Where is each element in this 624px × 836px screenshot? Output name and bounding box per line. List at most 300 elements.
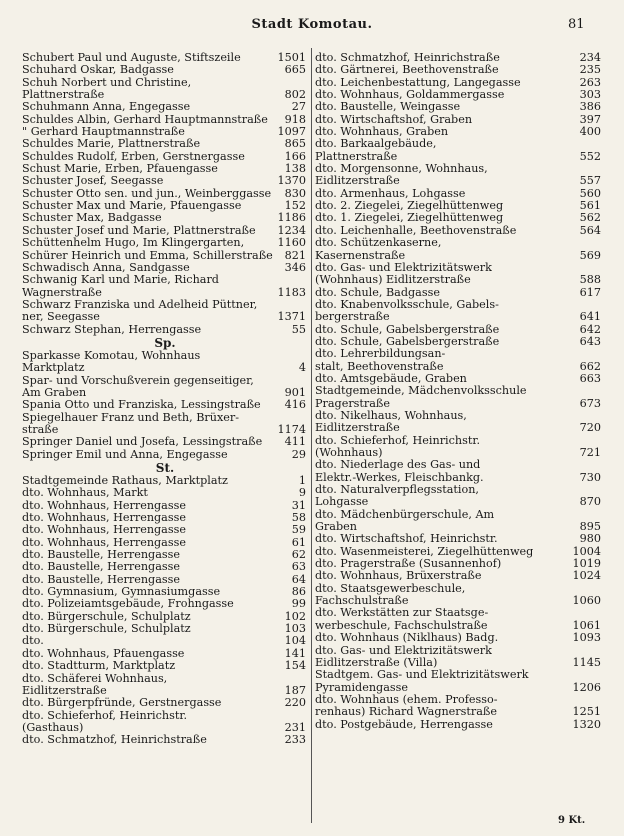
house-number: 31 bbox=[291, 498, 306, 512]
house-number: 870 bbox=[579, 495, 601, 509]
section-heading bbox=[22, 461, 308, 475]
directory-entry bbox=[315, 274, 603, 286]
house-number: 617 bbox=[579, 285, 601, 299]
directory-entry bbox=[315, 706, 603, 718]
house-number: 1061 bbox=[572, 618, 601, 632]
printer-signature: 9 Kt. bbox=[558, 815, 586, 826]
directory-entry bbox=[315, 188, 603, 200]
house-number: 665 bbox=[284, 63, 306, 77]
house-number: 1019 bbox=[572, 557, 601, 571]
house-number: 642 bbox=[579, 322, 601, 336]
entry-text: Schwadisch Anna, Sandgasse bbox=[22, 261, 190, 274]
directory-entry bbox=[22, 287, 308, 299]
entry-text: dto. Schule, Badgasse bbox=[315, 286, 440, 299]
directory-entry bbox=[22, 549, 308, 561]
house-number: 303 bbox=[579, 88, 601, 102]
directory-entry bbox=[315, 435, 603, 447]
entry-text: dto. Naturalverpflegsstation, bbox=[315, 484, 479, 497]
house-number: 154 bbox=[284, 659, 306, 673]
directory-entry bbox=[315, 459, 603, 471]
directory-entry bbox=[22, 138, 308, 150]
directory-entry bbox=[22, 660, 308, 672]
directory-entry bbox=[22, 375, 308, 387]
directory-entry bbox=[315, 336, 603, 348]
entry-text: dto. Schmatzhof, Heinrichstraße bbox=[22, 734, 207, 747]
house-number: 138 bbox=[284, 162, 306, 176]
directory-entry bbox=[315, 64, 603, 76]
house-number: 643 bbox=[579, 334, 601, 348]
directory-entry bbox=[315, 237, 603, 249]
entry-text: Schuhmann Anna, Engegasse bbox=[22, 101, 191, 114]
entry-text: dto. Wohnhaus, Brüxerstraße bbox=[315, 570, 482, 583]
directory-entry bbox=[22, 52, 308, 64]
directory-entry bbox=[315, 361, 603, 373]
entry-text: St. bbox=[155, 461, 175, 475]
house-number: 552 bbox=[579, 149, 601, 163]
directory-entry bbox=[22, 512, 308, 524]
house-number: 730 bbox=[579, 470, 601, 484]
entry-text: Schuster Otto sen. und jun., Weinberggasse bbox=[22, 187, 272, 200]
left-column bbox=[22, 52, 308, 747]
entry-text: dto. Armenhaus, Lohgasse bbox=[315, 187, 466, 200]
directory-entry bbox=[315, 114, 603, 126]
directory-entry bbox=[22, 487, 308, 499]
house-number: 187 bbox=[284, 683, 306, 697]
directory-entry bbox=[315, 496, 603, 508]
directory-entry bbox=[22, 685, 308, 697]
directory-entry bbox=[315, 682, 603, 694]
directory-entry bbox=[22, 311, 308, 323]
entry-text: dto. Schule, Gabelsbergerstraße bbox=[315, 323, 500, 336]
directory-entry bbox=[22, 262, 308, 274]
entry-text: dto. Polizeiamtsgebäude, Frohngasse bbox=[22, 598, 234, 611]
entry-text: dto. Leichenbestattung, Langegasse bbox=[315, 76, 521, 89]
entry-text: Schubert Paul und Auguste, Stiftszeile bbox=[22, 52, 241, 64]
house-number: 386 bbox=[579, 100, 601, 114]
entry-text: Schuldes Marie, Plattnerstraße bbox=[22, 138, 201, 151]
entry-text: dto. Wohnhaus (ehem. Professo- bbox=[315, 693, 498, 706]
directory-entry bbox=[22, 449, 308, 461]
entry-text: (Gasthaus) bbox=[22, 721, 84, 734]
directory-entry bbox=[22, 212, 308, 224]
directory-entry bbox=[315, 558, 603, 570]
directory-entry bbox=[22, 722, 308, 734]
house-number: 562 bbox=[579, 211, 601, 225]
directory-entry bbox=[315, 287, 603, 299]
directory-entry bbox=[22, 697, 308, 709]
right-column bbox=[315, 52, 603, 731]
directory-entry bbox=[315, 620, 603, 632]
directory-entry bbox=[22, 77, 308, 89]
house-number: 557 bbox=[579, 174, 601, 188]
house-number: 104 bbox=[284, 634, 306, 648]
directory-entry bbox=[22, 598, 308, 610]
entry-text: straße bbox=[22, 423, 59, 436]
directory-entry bbox=[315, 225, 603, 237]
entry-text: Plattnerstraße bbox=[22, 89, 105, 102]
house-number: 103 bbox=[284, 622, 306, 636]
directory-entry bbox=[315, 262, 603, 274]
directory-entry bbox=[315, 324, 603, 336]
directory-entry bbox=[315, 250, 603, 262]
entry-text: dto. Wirtschaftshof, Heinrichstr. bbox=[315, 533, 498, 546]
entry-text: dto. Barkaalgebäude, bbox=[315, 138, 437, 151]
entry-text: dto. Schule, Gabelsbergerstraße bbox=[315, 335, 500, 348]
entry-text: dto. Postgebäude, Herrengasse bbox=[315, 718, 493, 731]
entry-text: dto. Schäferei Wohnhaus, bbox=[22, 672, 168, 685]
house-number: 1183 bbox=[277, 285, 306, 299]
house-number: 1251 bbox=[572, 705, 601, 719]
entry-text: dto. Wohnhaus (Niklhaus) Badg. bbox=[315, 632, 499, 645]
entry-text: Eidlitzerstraße bbox=[22, 684, 107, 697]
house-number: 901 bbox=[284, 385, 306, 399]
house-number: 64 bbox=[291, 572, 306, 586]
house-number: 234 bbox=[579, 51, 601, 64]
house-number: 346 bbox=[284, 260, 306, 274]
directory-entry bbox=[315, 595, 603, 607]
house-number: 61 bbox=[291, 535, 306, 549]
entry-text: dto. Baustelle, Weingasse bbox=[315, 101, 461, 114]
entry-text: dto. Knabenvolksschule, Gabels- bbox=[315, 298, 499, 311]
directory-entry bbox=[22, 89, 308, 101]
house-number: 980 bbox=[579, 532, 601, 546]
entry-text: Eidlitzerstraße bbox=[315, 422, 400, 435]
entry-text: dto. Gas- und Elektrizitätswerk bbox=[315, 261, 492, 274]
directory-entry bbox=[315, 521, 603, 533]
house-number: 1371 bbox=[277, 310, 306, 324]
directory-entry bbox=[22, 436, 308, 448]
house-number: 1186 bbox=[277, 211, 306, 225]
house-number: 152 bbox=[284, 199, 306, 213]
house-number: 895 bbox=[579, 520, 601, 534]
directory-entry bbox=[22, 126, 308, 138]
entry-text: renhaus) Richard Wagnerstraße bbox=[315, 706, 498, 719]
entry-text: dto. bbox=[22, 635, 44, 648]
directory-entry bbox=[315, 509, 603, 521]
directory-entry bbox=[22, 274, 308, 286]
entry-text: dto. Schmatzhof, Heinrichstraße bbox=[315, 52, 500, 64]
directory-entry bbox=[315, 126, 603, 138]
directory-entry bbox=[22, 175, 308, 187]
entry-text: dto. Baustelle, Herrengasse bbox=[22, 549, 180, 562]
entry-text: ner, Seegasse bbox=[22, 311, 100, 324]
directory-entry bbox=[315, 410, 603, 422]
entry-text: dto. Wohnhaus, Herrengasse bbox=[22, 499, 186, 512]
entry-text: dto. Schützenkaserne, bbox=[315, 237, 442, 250]
entry-text: Schuster Josef, Seegasse bbox=[22, 175, 164, 188]
directory-entry bbox=[22, 188, 308, 200]
directory-entry bbox=[22, 611, 308, 623]
house-number: 102 bbox=[284, 609, 306, 623]
entry-text: Schuster Max, Badgasse bbox=[22, 212, 162, 225]
entry-text: Schuh Norbert und Christine, bbox=[22, 76, 192, 89]
entry-text: dto. Wohnhaus, Markt bbox=[22, 487, 148, 500]
directory-entry bbox=[22, 250, 308, 262]
directory-entry bbox=[22, 537, 308, 549]
directory-entry bbox=[22, 475, 308, 487]
house-number: 1 bbox=[298, 474, 306, 487]
house-number: 1370 bbox=[277, 174, 306, 188]
entry-text: dto. Gymnasium, Gymnasiumgasse bbox=[22, 586, 221, 599]
house-number: 235 bbox=[579, 63, 601, 77]
house-number: 9 bbox=[298, 486, 306, 500]
house-number: 561 bbox=[579, 199, 601, 213]
house-number: 1097 bbox=[277, 125, 306, 139]
directory-entry bbox=[315, 546, 603, 558]
directory-entry bbox=[22, 350, 308, 362]
entry-text: dto. Bürgerpfründe, Gerstnergasse bbox=[22, 697, 222, 710]
entry-text: dto. Bürgerschule, Schulplatz bbox=[22, 610, 191, 623]
entry-text: Kasernenstraße bbox=[315, 249, 406, 262]
entry-text: Spar- und Vorschußverein gegenseitiger, bbox=[22, 374, 254, 387]
house-number: 263 bbox=[579, 75, 601, 89]
house-number: 1501 bbox=[277, 51, 306, 64]
house-number: 569 bbox=[579, 248, 601, 262]
house-number: 29 bbox=[291, 447, 306, 461]
entry-text: dto. Gas- und Elektrizitätswerk bbox=[315, 644, 492, 657]
entry-text: Schuldes Rudolf, Erben, Gerstnergasse bbox=[22, 150, 245, 163]
column-divider bbox=[311, 48, 312, 823]
house-number: 1093 bbox=[572, 631, 601, 645]
entry-text: Eidlitzerstraße (Villa) bbox=[315, 656, 438, 669]
directory-entry bbox=[22, 500, 308, 512]
entry-text: Schwarz Franziska und Adelheid Püttner, bbox=[22, 298, 258, 311]
directory-entry bbox=[22, 324, 308, 336]
entry-text: dto. Schieferhof, Heinrichstr. bbox=[315, 434, 481, 447]
entry-text: Stadtgem. Gas- und Elektrizitätswerk bbox=[315, 669, 529, 682]
house-number: 231 bbox=[284, 720, 306, 734]
directory-entry bbox=[22, 412, 308, 424]
house-number: 62 bbox=[291, 548, 306, 562]
entry-text: Stadtgemeinde, Mädchenvolksschule bbox=[315, 385, 527, 398]
directory-entry bbox=[22, 114, 308, 126]
directory-entry bbox=[22, 362, 308, 374]
house-number: 1234 bbox=[277, 223, 306, 237]
directory-entry bbox=[22, 524, 308, 536]
entry-text: (Wohnhaus) bbox=[315, 447, 383, 459]
entry-text: Schwanig Karl und Marie, Richard bbox=[22, 274, 219, 287]
entry-text: Spiegelhauer Franz und Beth, Brüxer- bbox=[22, 411, 240, 424]
house-number: 86 bbox=[291, 585, 306, 599]
directory-entry bbox=[315, 175, 603, 187]
directory-entry bbox=[315, 422, 603, 434]
entry-text: dto. Baustelle, Herrengasse bbox=[22, 573, 180, 586]
directory-entry bbox=[22, 101, 308, 113]
directory-entry bbox=[315, 373, 603, 385]
directory-entry bbox=[22, 151, 308, 163]
house-number: 802 bbox=[284, 88, 306, 102]
entry-text: werbeschule, Fachschulstraße bbox=[315, 619, 488, 632]
page-title: Stadt Komotau. bbox=[251, 17, 373, 32]
entry-text: dto. Wirtschaftshof, Graben bbox=[315, 113, 473, 126]
entry-text: dto. Wohnhaus, Graben bbox=[315, 126, 449, 139]
directory-entry bbox=[315, 138, 603, 150]
house-number: 720 bbox=[579, 421, 601, 435]
house-number: 4 bbox=[298, 361, 306, 375]
house-number: 1145 bbox=[572, 655, 601, 669]
house-number: 1060 bbox=[572, 594, 601, 608]
directory-entry bbox=[315, 719, 603, 731]
directory-entry bbox=[22, 586, 308, 598]
directory-entry bbox=[22, 734, 308, 746]
entry-text: Sp. bbox=[154, 335, 176, 350]
house-number: 141 bbox=[284, 646, 306, 660]
entry-text: dto. Morgensonne, Wohnhaus, bbox=[315, 163, 488, 176]
entry-text: " Gerhard Hauptmannstraße bbox=[22, 126, 185, 139]
directory-entry bbox=[315, 385, 603, 397]
entry-text: Fachschulstraße bbox=[315, 595, 409, 608]
entry-text: bergerstraße bbox=[315, 311, 390, 324]
house-number: 663 bbox=[579, 371, 601, 385]
entry-text: Schuster Josef und Marie, Plattnerstraße bbox=[22, 224, 256, 237]
entry-text: dto. Mädchenbürgerschule, Am bbox=[315, 508, 495, 521]
house-number: 1004 bbox=[572, 544, 601, 558]
entry-text: Schüttenhelm Hugo, Im Klingergarten, bbox=[22, 237, 245, 250]
house-number: 166 bbox=[284, 149, 306, 163]
section-heading bbox=[22, 336, 308, 350]
directory-entry bbox=[315, 77, 603, 89]
directory-entry bbox=[22, 710, 308, 722]
directory-entry bbox=[315, 583, 603, 595]
directory-entry bbox=[22, 399, 308, 411]
entry-text: dto. Lehrerbildungsan- bbox=[315, 348, 446, 361]
house-number: 397 bbox=[579, 112, 601, 126]
entry-text: dto. Wasenmeisterei, Ziegelhüttenweg bbox=[315, 545, 534, 558]
entry-text: Schwarz Stephan, Herrengasse bbox=[22, 323, 202, 336]
entry-text: Graben bbox=[315, 521, 357, 534]
directory-entry bbox=[22, 648, 308, 660]
directory-entry bbox=[22, 574, 308, 586]
entry-text: Stadtgemeinde Rathaus, Marktplatz bbox=[22, 475, 228, 487]
directory-entry bbox=[22, 163, 308, 175]
directory-entry bbox=[22, 673, 308, 685]
entry-text: Spania Otto und Franziska, Lessingstraße bbox=[22, 399, 261, 412]
entry-text: Schuster Max und Marie, Pfauengasse bbox=[22, 200, 242, 213]
directory-entry bbox=[315, 299, 603, 311]
entry-text: (Wohnhaus) Eidlitzerstraße bbox=[315, 274, 471, 287]
entry-text: dto. Wohnhaus, Goldammergasse bbox=[315, 89, 505, 102]
entry-text: Pragerstraße bbox=[315, 397, 391, 410]
entry-text: dto. Niederlage des Gas- und bbox=[315, 459, 481, 472]
directory-entry bbox=[22, 64, 308, 76]
entry-text: dto. Wohnhaus, Herrengasse bbox=[22, 536, 186, 549]
house-number: 233 bbox=[284, 733, 306, 747]
house-number: 1160 bbox=[277, 236, 306, 250]
entry-text: stalt, Beethovenstraße bbox=[315, 360, 444, 373]
directory-entry bbox=[315, 533, 603, 545]
entry-text: Wagnerstraße bbox=[22, 286, 102, 299]
house-number: 560 bbox=[579, 186, 601, 200]
house-number: 400 bbox=[579, 125, 601, 139]
entry-text: dto. Wohnhaus, Herrengasse bbox=[22, 524, 186, 537]
entry-text: dto. Wohnhaus, Pfauengasse bbox=[22, 647, 185, 660]
directory-entry bbox=[22, 623, 308, 635]
entry-text: dto. Nikelhaus, Wohnhaus, bbox=[315, 409, 467, 422]
directory-entry bbox=[315, 607, 603, 619]
directory-entry bbox=[315, 570, 603, 582]
directory-entry bbox=[22, 225, 308, 237]
directory-entry bbox=[22, 561, 308, 573]
entry-text: Lohgasse bbox=[315, 496, 369, 509]
directory-entry bbox=[315, 52, 603, 64]
directory-entry bbox=[315, 151, 603, 163]
directory-entry bbox=[22, 237, 308, 249]
directory-entry bbox=[22, 424, 308, 436]
directory-entry bbox=[315, 632, 603, 644]
directory-entry bbox=[315, 200, 603, 212]
house-number: 641 bbox=[579, 310, 601, 324]
entry-text: dto. 1. Ziegelei, Ziegelhüttenweg bbox=[315, 212, 504, 225]
directory-entry bbox=[22, 200, 308, 212]
entry-text: dto. Stadtturm, Marktplatz bbox=[22, 660, 176, 673]
house-number: 1206 bbox=[572, 680, 601, 694]
page-number: 81 bbox=[568, 17, 585, 32]
entry-text: Plattnerstraße bbox=[315, 150, 398, 163]
entry-text: Springer Emil und Anna, Engegasse bbox=[22, 448, 228, 461]
house-number: 865 bbox=[284, 137, 306, 151]
directory-entry bbox=[315, 447, 603, 459]
entry-text: Pyramidengasse bbox=[315, 681, 408, 694]
house-number: 411 bbox=[284, 435, 306, 449]
house-number: 58 bbox=[291, 511, 306, 525]
entry-text: Elektr.-Werkes, Fleischbankg. bbox=[315, 471, 484, 484]
entry-text: Schürer Heinrich und Emma, Schillerstraße bbox=[22, 249, 273, 262]
house-number: 63 bbox=[291, 560, 306, 574]
house-number: 1024 bbox=[572, 569, 601, 583]
directory-entry bbox=[315, 89, 603, 101]
directory-entry bbox=[315, 398, 603, 410]
entry-text: Marktplatz bbox=[22, 362, 85, 375]
directory-entry bbox=[22, 299, 308, 311]
directory-entry bbox=[315, 472, 603, 484]
directory-entry bbox=[315, 212, 603, 224]
house-number: 416 bbox=[284, 398, 306, 412]
house-number: 830 bbox=[284, 186, 306, 200]
entry-text: dto. Amtsgebäude, Graben bbox=[315, 372, 467, 385]
entry-text: dto. Leichenhalle, Beethovenstraße bbox=[315, 224, 517, 237]
entry-text: Springer Daniel und Josefa, Lessingstraße bbox=[22, 436, 263, 449]
directory-entry bbox=[315, 348, 603, 360]
house-number: 220 bbox=[284, 696, 306, 710]
entry-text: Schust Marie, Erben, Pfauengasse bbox=[22, 163, 218, 176]
house-number: 55 bbox=[291, 322, 306, 336]
entry-text: dto. 2. Ziegelei, Ziegelhüttenweg bbox=[315, 200, 504, 213]
directory-entry bbox=[315, 163, 603, 175]
directory-entry bbox=[315, 645, 603, 657]
directory-entry bbox=[315, 101, 603, 113]
directory-entry bbox=[22, 387, 308, 399]
house-number: 564 bbox=[579, 223, 601, 237]
house-number: 99 bbox=[291, 597, 306, 611]
entry-text: dto. Werkstätten zur Staatsge- bbox=[315, 607, 489, 620]
entry-text: dto. Bürgerschule, Schulplatz bbox=[22, 623, 191, 636]
entry-text: dto. Pragerstraße (Susannenhof) bbox=[315, 558, 502, 571]
entry-text: Schuhard Oskar, Badgasse bbox=[22, 64, 174, 77]
house-number: 673 bbox=[579, 396, 601, 410]
entry-text: Am Graben bbox=[22, 386, 87, 399]
entry-text: dto. Wohnhaus, Herrengasse bbox=[22, 512, 186, 525]
house-number: 588 bbox=[579, 273, 601, 287]
directory-entry bbox=[315, 669, 603, 681]
house-number: 27 bbox=[291, 100, 306, 114]
directory-entry bbox=[315, 694, 603, 706]
house-number: 918 bbox=[284, 112, 306, 126]
directory-entry bbox=[315, 484, 603, 496]
entry-text: dto. Gärtnerei, Beethovenstraße bbox=[315, 64, 499, 77]
house-number: 662 bbox=[579, 359, 601, 373]
entry-text: dto. Schieferhof, Heinrichstr. bbox=[22, 709, 188, 722]
house-number: 821 bbox=[284, 248, 306, 262]
